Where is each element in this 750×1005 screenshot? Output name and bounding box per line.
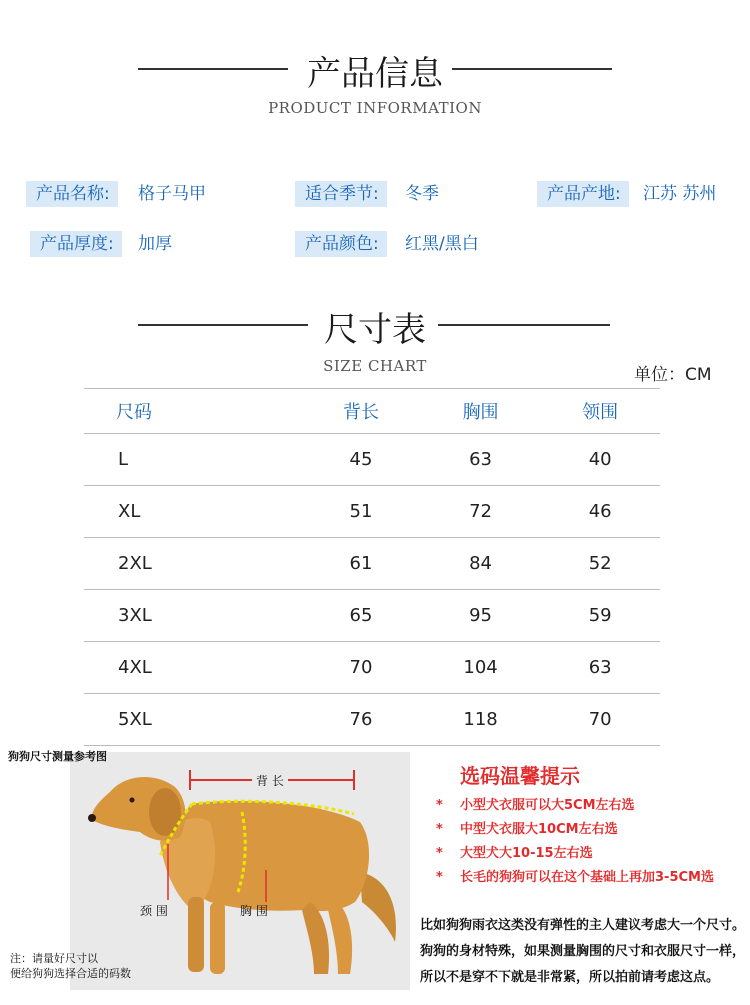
table-row (84, 642, 660, 694)
star-icon: * (436, 870, 443, 885)
dog-nose (88, 814, 96, 822)
cell-neck: 59 (540, 590, 660, 642)
cell-chest: 72 (421, 486, 541, 538)
table-row (84, 434, 660, 486)
table-row (84, 486, 660, 538)
cell-back: 51 (301, 486, 421, 538)
cell-size: 4XL (84, 642, 301, 694)
info-label-color: 产品颜色: (295, 231, 387, 257)
cell-size: 3XL (84, 590, 301, 642)
product-info-header (0, 46, 750, 94)
cell-neck: 70 (540, 694, 660, 746)
tips-title: 选码温馨提示 (460, 764, 580, 788)
info-label-origin: 产品产地: (537, 181, 629, 207)
dog-leg-back-left (302, 902, 329, 974)
cell-chest: 118 (421, 694, 541, 746)
col-header-neck: 领围 (540, 389, 660, 434)
cell-back: 65 (301, 590, 421, 642)
col-header-back-length: 背长 (301, 389, 421, 434)
table-row (84, 538, 660, 590)
dog-leg-front-left (188, 897, 204, 972)
info-label-name: 产品名称: (26, 181, 118, 207)
info-label-thickness: 产品厚度: (30, 231, 122, 257)
cell-back: 70 (301, 642, 421, 694)
info-value-season: 冬季 (405, 184, 439, 204)
tip-note: 所以不是穿不下就是非常紧，所以拍前请考虑这点。 (420, 970, 720, 985)
cell-size: XL (84, 486, 301, 538)
tip-text: 中型犬衣服大10CM左右选 (460, 822, 618, 837)
cell-neck: 52 (540, 538, 660, 590)
tip-item (436, 794, 635, 813)
cell-back: 61 (301, 538, 421, 590)
star-icon: * (436, 798, 443, 813)
dog-measure-panel (70, 752, 410, 990)
dog-tail (360, 872, 396, 942)
dog-eye (130, 798, 135, 803)
tip-item (436, 866, 714, 885)
dog-leg-front-right (210, 902, 225, 974)
info-value-origin: 江苏 苏州 (643, 184, 717, 204)
star-icon: * (436, 822, 443, 837)
star-icon: * (436, 846, 443, 861)
col-header-chest: 胸围 (421, 389, 541, 434)
info-value-name: 格子马甲 (138, 184, 206, 204)
cell-chest: 104 (421, 642, 541, 694)
chest-label: 胸 围 (240, 904, 268, 918)
product-info-title: 产品信息 (307, 54, 443, 94)
size-chart-title: 尺寸表 (324, 310, 426, 350)
cell-neck: 40 (540, 434, 660, 486)
measure-note-line1: 注：请量好尺寸以 (10, 952, 98, 965)
info-value-thickness: 加厚 (138, 234, 172, 254)
info-value-color: 红黑/黑白 (405, 234, 479, 254)
diagram-caption: 狗狗尺寸测量参考图 (8, 750, 107, 763)
size-rule-right (438, 324, 610, 326)
cell-size: L (84, 434, 301, 486)
table-row (84, 590, 660, 642)
unit-label: 单位：CM (634, 365, 712, 385)
cell-neck: 63 (540, 642, 660, 694)
size-chart-subtitle: SIZE CHART (323, 357, 427, 375)
tip-note: 狗狗的身材特殊，如果测量胸围的尺寸和衣服尺寸一样， (420, 944, 746, 959)
title-rule-right (452, 68, 612, 70)
tip-text: 大型犬大10-15左右选 (460, 846, 593, 861)
product-info-subtitle: PRODUCT INFORMATION (268, 99, 482, 117)
cell-back: 45 (301, 434, 421, 486)
cell-size: 5XL (84, 694, 301, 746)
neck-label: 颈 围 (140, 904, 168, 918)
measure-note-line2: 便给狗狗选择合适的码数 (10, 967, 131, 980)
tip-item (436, 818, 618, 837)
cell-neck: 46 (540, 486, 660, 538)
tip-text: 小型犬衣服可以大5CM左右选 (460, 798, 635, 813)
dog-leg-back-right (328, 900, 352, 974)
table-row (84, 694, 660, 746)
dog-illustration (70, 752, 410, 990)
info-label-season: 适合季节: (295, 181, 387, 207)
size-chart-header (0, 302, 750, 350)
tip-note: 比如狗狗雨衣这类没有弹性的主人建议考虑大一个尺寸。 (420, 918, 746, 933)
size-rule-left (138, 324, 308, 326)
col-header-size: 尺码 (84, 389, 301, 434)
title-rule-left (138, 68, 288, 70)
tip-text: 长毛的狗狗可以在这个基础上再加3-5CM选 (460, 870, 714, 885)
cell-chest: 95 (421, 590, 541, 642)
back-length-label: 背 长 (252, 772, 288, 789)
cell-back: 76 (301, 694, 421, 746)
cell-size: 2XL (84, 538, 301, 590)
tip-item (436, 842, 593, 861)
cell-chest: 63 (421, 434, 541, 486)
cell-chest: 84 (421, 538, 541, 590)
product-info-subtitle-wrap (0, 98, 750, 117)
size-table (84, 388, 660, 746)
size-table-header-row (84, 389, 660, 434)
